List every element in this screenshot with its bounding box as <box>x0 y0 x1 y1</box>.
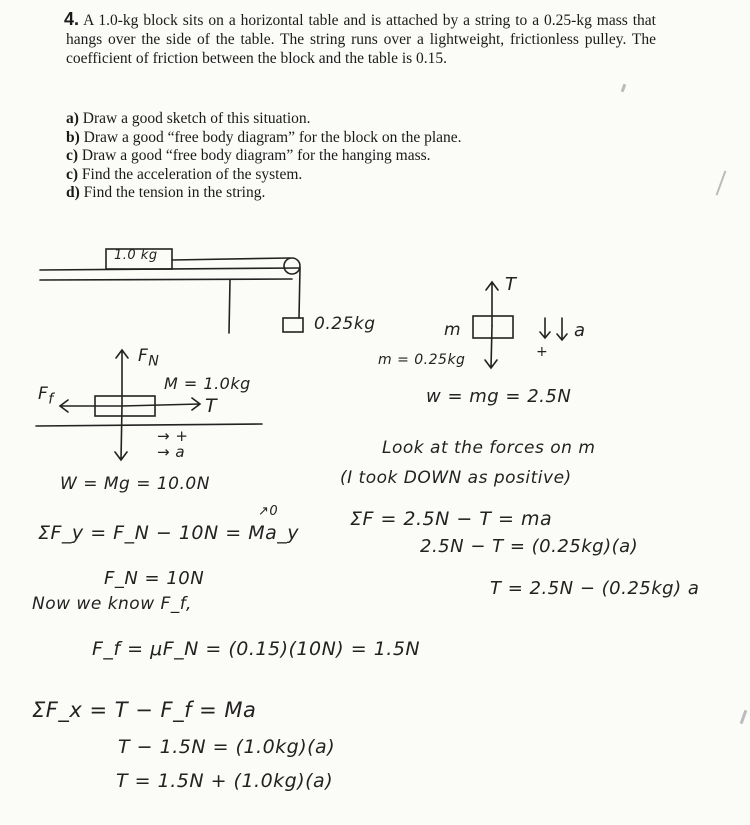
problem-number: 4. <box>64 9 80 29</box>
tension-eq-2: T = 1.5N + (1.0kg)(a) <box>116 770 334 792</box>
hang-fbd-box <box>473 316 513 338</box>
part-text: Draw a good “free body diagram” for the hanging mass. <box>81 147 431 164</box>
hang-tension-label: T <box>505 274 517 295</box>
table-top <box>40 268 300 270</box>
fbd-block <box>95 396 155 416</box>
hang-accel-arrow-1 <box>540 318 550 338</box>
problem-statement <box>66 10 656 68</box>
sum-f-mass-eq: ΣF = 2.5N − T = ma <box>350 508 553 530</box>
part-letter: c) <box>66 147 79 164</box>
fbd-friction-arrow <box>60 400 122 412</box>
hang-weight-eq: w = mg = 2.5N <box>426 386 572 407</box>
mass-eq-2: T = 2.5N − (0.25kg) a <box>490 578 700 599</box>
part-b <box>66 129 666 148</box>
block-label: 1.0 kg <box>114 248 158 263</box>
part-d <box>66 184 666 203</box>
fbd-weight-arrow <box>115 406 127 460</box>
part-c <box>66 147 666 166</box>
part-text: Find the acceleration of the system. <box>81 165 303 183</box>
fbd-ff: F <box>38 384 49 404</box>
paper-speck <box>740 710 748 724</box>
hang-mass-label: m = 0.25kg <box>378 352 466 368</box>
hang-m-label: m <box>444 320 462 340</box>
mass-eq-1: 2.5N − T = (0.25kg)(a) <box>420 536 639 557</box>
string <box>172 258 290 260</box>
part-letter: b) <box>66 128 80 146</box>
fbd-ff-sub: f <box>48 391 54 408</box>
problem-text: A 1.0-kg block sits on a horizontal table and is attached by a string to a 0.25-kg mass that hangs over the side of the table. The string runs over a lightweight, frictionless pulley. The coefficient of friction between the block and the table is 0.15. <box>66 12 656 67</box>
fbd-normal-arrow <box>116 350 128 406</box>
part-c2 <box>66 166 666 185</box>
part-letter: a) <box>66 110 79 127</box>
fbd-friction-label <box>38 384 54 407</box>
tension-eq-1: T − 1.5N = (1.0kg)(a) <box>118 736 336 758</box>
fn-result-eq: F_N = 10N <box>104 568 205 589</box>
part-text: Draw a good “free body diagram” for the block on the plane. <box>83 128 462 146</box>
fbd-tension-label: T <box>205 395 218 417</box>
hanging-label: 0.25kg <box>314 314 376 334</box>
fbd-mass-label: M = 1.0kg <box>164 374 251 393</box>
table-top-lower <box>40 279 292 280</box>
paper-speck <box>621 84 627 93</box>
fbd-direction-note: → + → a <box>157 427 189 461</box>
fbd-ground-line <box>36 424 262 426</box>
paper-speck <box>716 170 727 195</box>
hang-accel-arrow-2 <box>557 318 567 340</box>
pulley <box>284 258 300 274</box>
sum-fy-eq: ΣF_y = F_N − 10N = Ma_y <box>38 522 299 544</box>
weight-block-eq: W = Mg = 10.0N <box>60 474 210 494</box>
sum-fx-eq: ΣF_x = T − F_f = Ma <box>32 698 257 722</box>
fbd-tension-arrow <box>122 398 200 410</box>
problem-parts <box>66 110 666 203</box>
look-at-note: Look at the forces on m <box>382 438 596 458</box>
sign-convention-note: (I took DOWN as positive) <box>340 468 572 488</box>
now-know-note: Now we know F_f, <box>32 594 192 614</box>
hang-accel-label: a <box>574 320 586 341</box>
hanging-mass-box <box>283 318 303 332</box>
part-letter: d) <box>66 184 80 201</box>
hang-tension-arrow <box>486 282 498 326</box>
fbd-normal-label <box>138 346 159 369</box>
part-letter: c) <box>66 165 79 183</box>
part-a <box>66 110 666 129</box>
part-text: Draw a good sketch of this situation. <box>82 110 311 127</box>
hanging-string <box>299 268 300 318</box>
fbd-fn: F <box>138 346 149 366</box>
part-text: Find the tension in the string. <box>83 184 266 201</box>
sum-fy-zero: ↗0 <box>258 504 279 519</box>
hang-weight-arrow <box>485 326 497 368</box>
table-leg <box>229 280 230 333</box>
friction-calc-eq: F_f = μF_N = (0.15)(10N) = 1.5N <box>92 638 421 660</box>
fbd-fn-sub: N <box>148 353 160 370</box>
hang-plus-label: + <box>536 344 549 360</box>
